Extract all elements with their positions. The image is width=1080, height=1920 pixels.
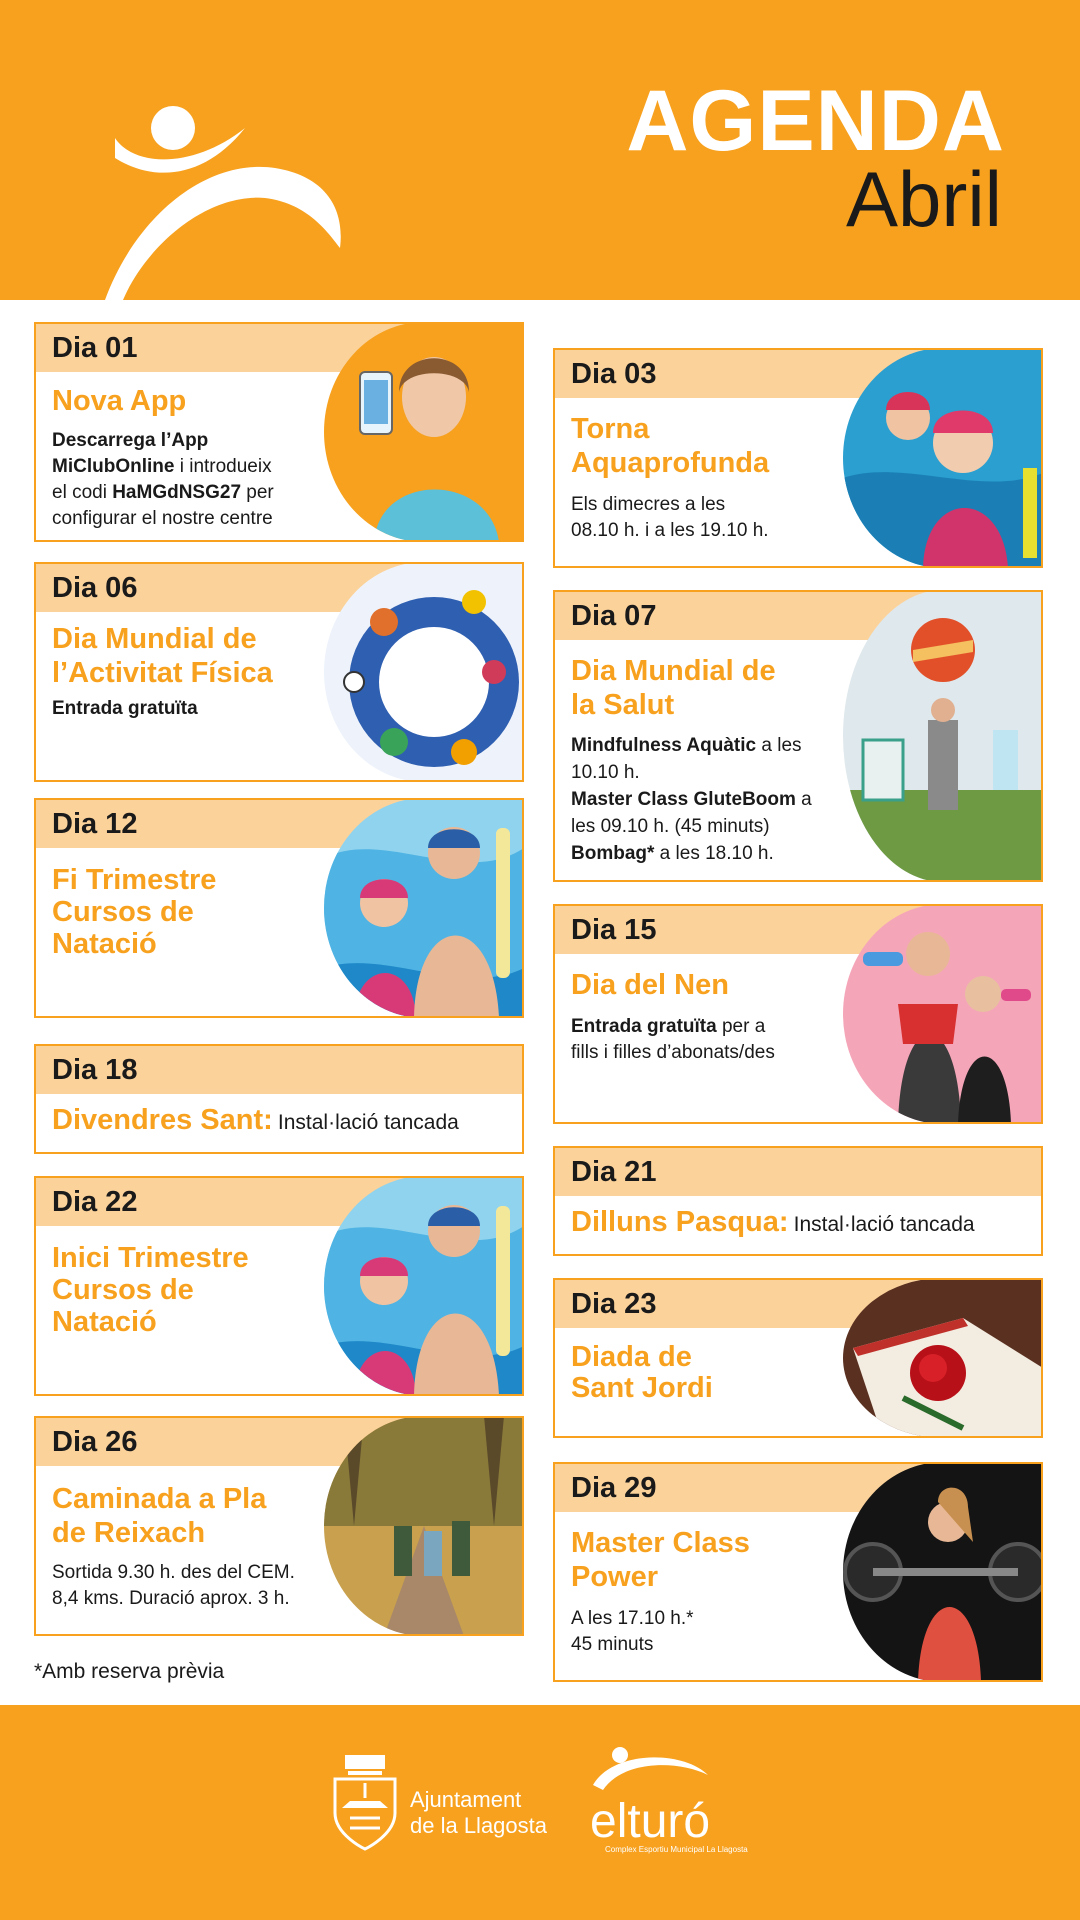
event-day: Dia 12 bbox=[52, 808, 138, 840]
event-title: Divendres Sant: Instal·lació tancada bbox=[52, 1104, 459, 1136]
event-card-dia-21[interactable] bbox=[553, 1146, 1043, 1256]
event-title: Dia del Nen bbox=[571, 969, 729, 1001]
elturo-logo-text: elturó bbox=[590, 1795, 711, 1848]
event-day: Dia 01 bbox=[52, 332, 138, 364]
event-photo-app-woman bbox=[324, 322, 524, 542]
event-photo-aquagym bbox=[843, 348, 1043, 568]
event-card-dia-29[interactable] bbox=[553, 1462, 1043, 1682]
event-title: Master Class Power bbox=[571, 1527, 750, 1593]
event-card-dia-26[interactable] bbox=[34, 1416, 524, 1636]
event-title: Dilluns Pasqua: Instal·lació tancada bbox=[571, 1206, 975, 1238]
ajuntament-name: Ajuntament de la Llagosta bbox=[410, 1787, 547, 1838]
event-card-dia-18[interactable] bbox=[34, 1044, 524, 1154]
event-day: Dia 22 bbox=[52, 1186, 138, 1218]
event-title: Dia Mundial de l’Activitat Física bbox=[52, 623, 273, 689]
page-title: AGENDA bbox=[626, 73, 1005, 169]
page-subtitle-month: Abril bbox=[845, 155, 1002, 243]
event-day: Dia 21 bbox=[571, 1156, 657, 1188]
event-day: Dia 18 bbox=[52, 1054, 138, 1086]
event-day: Dia 29 bbox=[571, 1472, 657, 1504]
event-title: Inici Trimestre Cursos de Natació bbox=[52, 1242, 249, 1338]
footnote: *Amb reserva prèvia bbox=[34, 1660, 225, 1683]
event-title: Torna Aquaprofunda bbox=[571, 413, 770, 479]
event-description: Mindfulness Aquàtic a les 10.10 h. Master Class GluteBoom a les 09.10 h. (45 minuts) Bombag* a les 18.10 h. bbox=[571, 735, 812, 864]
event-card-dia-07[interactable] bbox=[553, 590, 1043, 882]
event-card-dia-03[interactable] bbox=[553, 348, 1043, 568]
event-card-dia-01[interactable] bbox=[34, 322, 524, 542]
event-photo-swimmers bbox=[324, 798, 524, 1018]
event-card-dia-23[interactable] bbox=[553, 1278, 1043, 1438]
event-card-dia-22[interactable] bbox=[34, 1176, 524, 1396]
event-card-dia-15[interactable] bbox=[553, 904, 1043, 1124]
event-card-dia-12[interactable] bbox=[34, 798, 524, 1018]
event-photo-sports-collage bbox=[324, 562, 524, 782]
event-day: Dia 15 bbox=[571, 914, 657, 946]
event-description: Entrada gratuïta bbox=[52, 698, 198, 719]
event-day: Dia 23 bbox=[571, 1288, 657, 1320]
event-description: Sortida 9.30 h. des del CEM. 8,4 kms. Duració aprox. 3 h. bbox=[52, 1562, 295, 1609]
event-day: Dia 06 bbox=[52, 572, 138, 604]
event-photo-weightlifting bbox=[843, 1462, 1043, 1682]
footer-banner bbox=[0, 1705, 1080, 1920]
event-photo-hikers bbox=[324, 1416, 524, 1636]
event-title: Diada de Sant Jordi bbox=[571, 1341, 713, 1404]
event-description: A les 17.10 h.* 45 minuts bbox=[571, 1608, 694, 1655]
event-card-dia-06[interactable] bbox=[34, 562, 524, 782]
event-photo-rose-book bbox=[843, 1278, 1043, 1438]
event-day: Dia 07 bbox=[571, 600, 657, 632]
event-day: Dia 03 bbox=[571, 358, 657, 390]
event-day: Dia 26 bbox=[52, 1426, 138, 1458]
event-title: Nova App bbox=[52, 385, 187, 417]
event-description: Els dimecres a les 08.10 h. i a les 19.10 h. bbox=[571, 494, 769, 541]
event-description: Entrada gratuïta per a fills i filles d’abonats/des bbox=[571, 1016, 775, 1063]
event-title: Fi Trimestre Cursos de Natació bbox=[52, 864, 217, 960]
event-title: Dia Mundial de la Salut bbox=[571, 655, 776, 721]
event-description: Descarrega l’App MiClubOnline i introdueix el codi HaMGdNSG27 per configurar el nostre centre bbox=[52, 430, 274, 529]
header-banner bbox=[0, 0, 1080, 300]
runner-logo-icon bbox=[95, 98, 355, 300]
event-photo-health-day bbox=[843, 590, 1043, 882]
event-photo-swimmers bbox=[324, 1176, 524, 1396]
elturo-subtitle: Complex Esportiu Municipal La Llagosta bbox=[605, 1845, 748, 1854]
event-title: Caminada a Pla de Reixach bbox=[52, 1483, 267, 1549]
event-photo-kids-drinking bbox=[843, 904, 1043, 1124]
town-shield-icon bbox=[330, 1753, 400, 1853]
